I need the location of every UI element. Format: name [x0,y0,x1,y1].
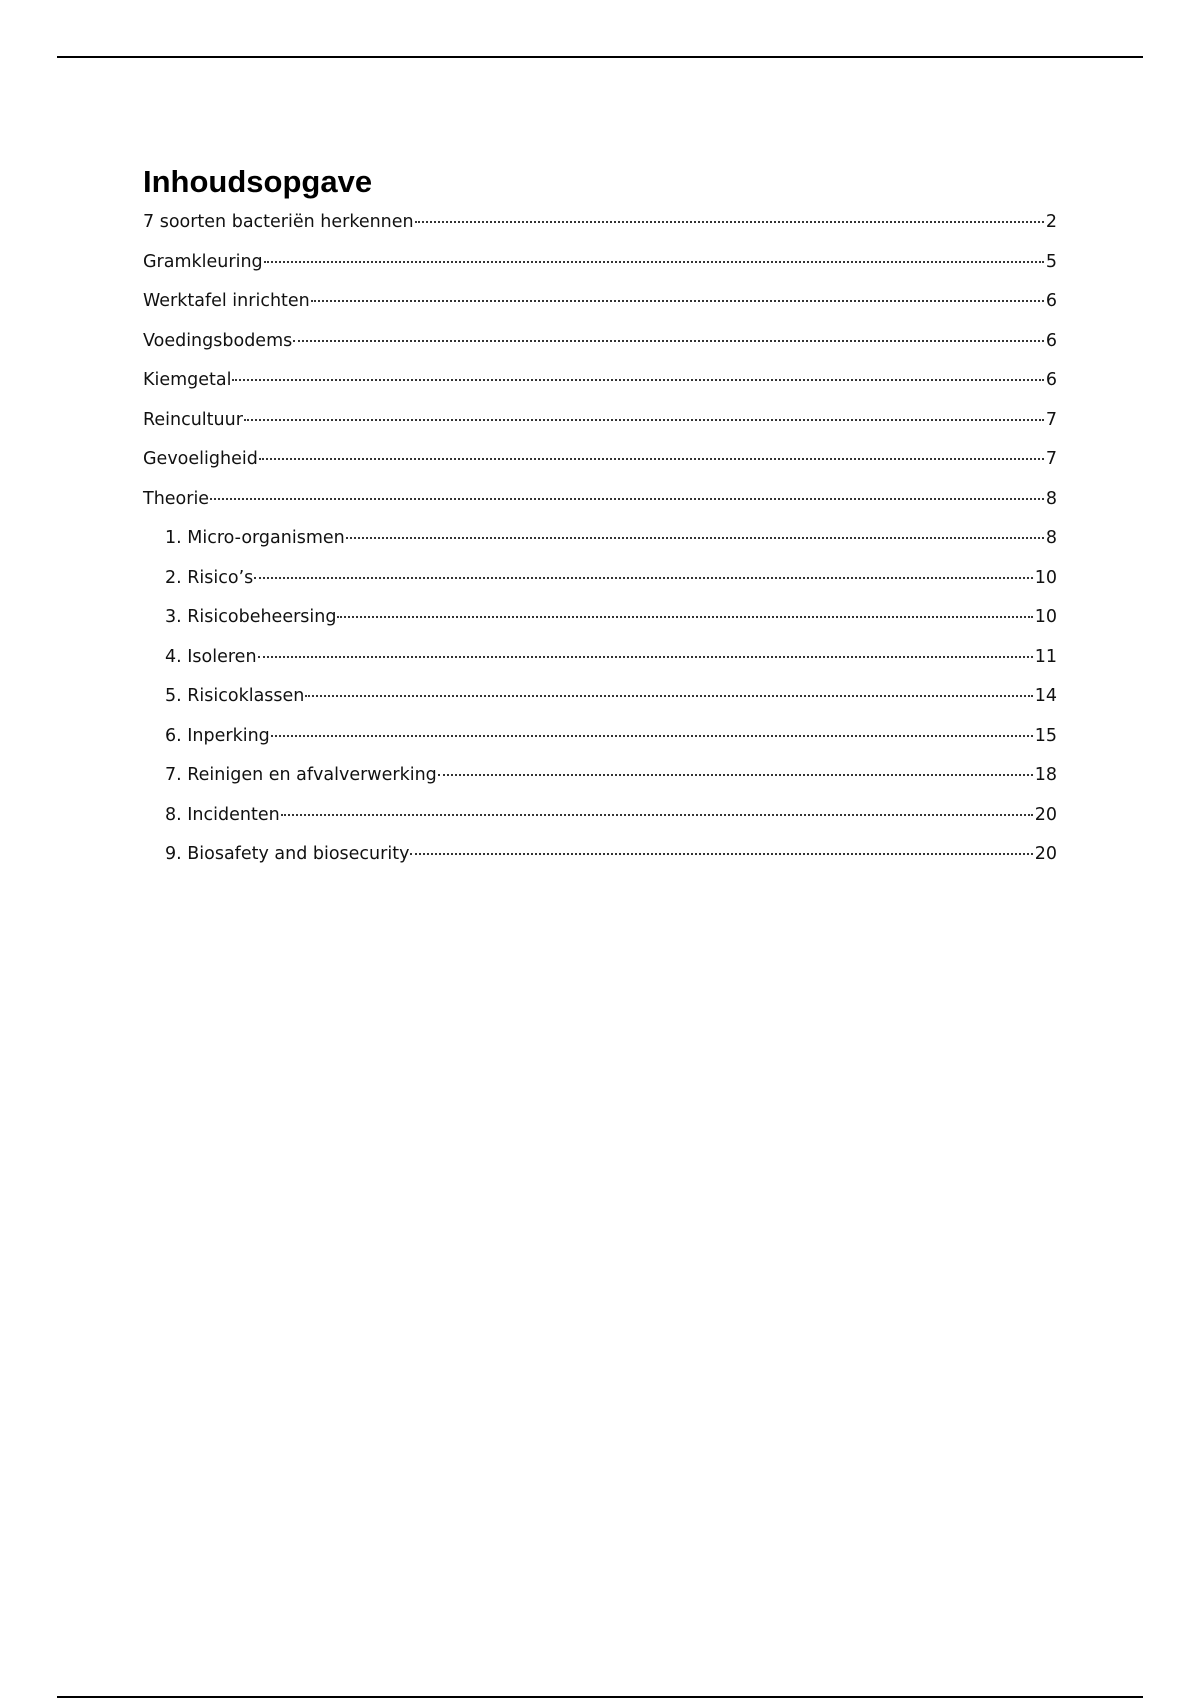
dot-leader [281,814,1033,816]
toc-entry-label: 3. Risicobeheersing [165,607,337,627]
toc-entry[interactable] [143,212,1057,252]
toc-subentry[interactable] [143,528,1057,568]
toc-entry-page: 10 [1034,567,1057,588]
toc-entry-label: Gevoeligheid [143,449,258,469]
toc-entry[interactable] [143,370,1057,410]
toc-entry-label: 2. Risico’s [165,567,254,588]
footer-rule [57,1696,1143,1698]
dot-leader [305,695,1032,697]
dot-leader [271,735,1033,737]
toc-entry-page: 6 [1045,330,1057,351]
toc-entry-page: 18 [1034,765,1057,785]
toc-entry-page: 15 [1034,725,1057,746]
toc-subentry[interactable] [143,607,1057,647]
toc-subentry[interactable] [143,568,1057,608]
toc-entry[interactable] [143,331,1057,371]
toc-entry-page: 20 [1034,844,1057,864]
toc-subentry[interactable] [143,726,1057,766]
toc-entry-page: 11 [1034,646,1057,667]
dot-leader [438,774,1033,776]
dot-leader [415,221,1044,223]
dot-leader [232,379,1043,381]
toc-entry-page: 5 [1045,251,1057,272]
dot-leader [264,261,1044,263]
toc-entry[interactable] [143,449,1057,489]
toc-subentry[interactable] [143,765,1057,805]
dot-leader [254,577,1032,579]
toc-entry[interactable] [143,489,1057,529]
toc-entry-page: 6 [1045,370,1057,390]
toc-entry[interactable] [143,410,1057,450]
toc-title: Inhoudsopgave [143,164,373,199]
dot-leader [337,616,1032,618]
toc-subentry[interactable] [143,686,1057,726]
toc-entry-label: Kiemgetal [143,370,232,390]
toc-entry-label: Voedingsbodems [143,330,293,351]
header-rule [57,56,1143,58]
dot-leader [410,853,1032,855]
toc-entry-label: 4. Isoleren [165,646,257,667]
toc-entry[interactable] [143,291,1057,331]
toc-entry-page: 6 [1045,291,1057,311]
toc-list [143,212,1057,884]
toc-entry-label: 1. Micro-organismen [165,528,345,548]
toc-entry-label: Werktafel inrichten [143,291,310,311]
toc-entry-page: 10 [1034,607,1057,627]
toc-entry-label: 6. Inperking [165,725,270,746]
toc-entry-label: Gramkleuring [143,251,263,272]
dot-leader [293,340,1044,342]
dot-leader [210,498,1044,500]
toc-entry[interactable] [143,252,1057,292]
dot-leader [259,458,1044,460]
dot-leader [346,537,1044,539]
toc-subentry[interactable] [143,844,1057,884]
toc-entry-label: 5. Risicoklassen [165,686,305,706]
toc-entry-page: 20 [1034,804,1057,825]
toc-entry-page: 7 [1045,449,1057,469]
table-of-contents [143,162,1057,884]
toc-entry-page: 8 [1045,488,1057,509]
toc-subentry[interactable] [143,647,1057,687]
toc-entry-label: Theorie [143,488,210,509]
dot-leader [244,419,1044,421]
toc-entry-label: Reincultuur [143,409,243,430]
toc-entry-label: 8. Incidenten [165,804,280,825]
toc-entry-page: 7 [1045,409,1057,430]
toc-entry-page: 14 [1034,686,1057,706]
toc-entry-label: 7. Reinigen en afvalverwerking [165,765,437,785]
toc-entry-label: 9. Biosafety and biosecurity [165,844,410,864]
toc-entry-label: 7 soorten bacteriën herkennen [143,212,414,232]
toc-entry-page: 2 [1045,212,1057,232]
toc-subentry[interactable] [143,805,1057,845]
dot-leader [258,656,1033,658]
dot-leader [311,300,1044,302]
toc-entry-page: 8 [1045,528,1057,548]
